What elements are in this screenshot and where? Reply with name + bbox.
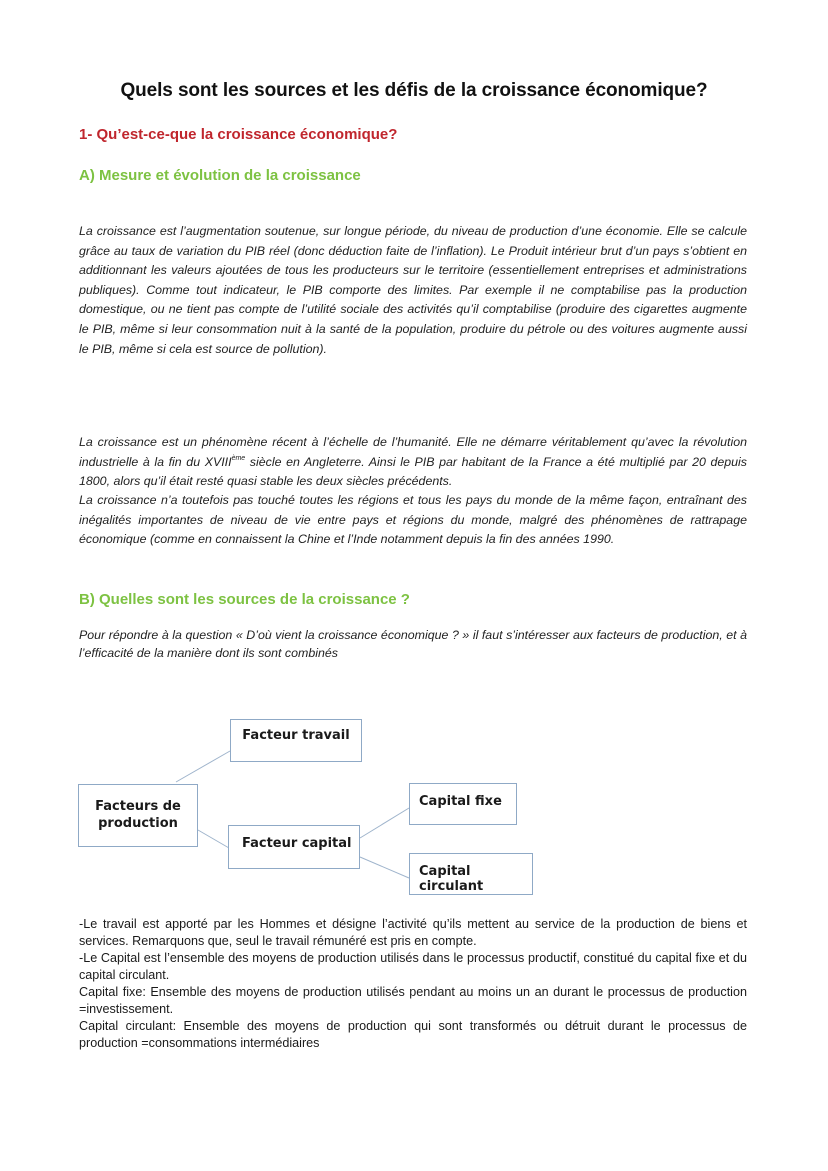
node-fixed-capital [409, 783, 517, 825]
paragraph-sources-intro: Pour répondre à la question « D’où vient la croissance économique ? » il faut s’intéresser aux facteurs de production, et à l’efficacité de la manière dont ils sont combinés [79, 628, 747, 660]
paragraph-inequalities: La croissance n’a toutefois pas touché toutes les régions et tous les pays du monde de la même façon, entraînant des inégalités importantes de niveau de vie entre pays et régions du monde, malgré des phénomènes de rattrapage économique (comme en connaissent la Chine et l’Inde notamment depuis la fin des années 1990. [79, 493, 747, 547]
node-root-line-1: Facteurs de [95, 799, 181, 814]
connector-capital-to-circulating [360, 857, 409, 878]
definition-capital: -Le Capital est l’ensemble des moyens de production utilisés dans le processus productif, constitué du capital fixe et du capital circulant. [79, 951, 747, 982]
node-capital-label: Facteur capital [242, 836, 352, 851]
century-superscript: ème [231, 454, 246, 462]
definition-fixed-capital: Capital fixe: Ensemble des moyens de production utilisés pendant au moins un an durant le processus de production =investissement. [79, 985, 747, 1016]
node-circulating-capital [409, 853, 533, 895]
section-heading-1: 1- Qu’est-ce-que la croissance économique? [79, 126, 398, 143]
connector-root-to-labour [176, 751, 230, 782]
node-capital-factor [228, 825, 360, 869]
connector-capital-to-fixed [360, 808, 409, 838]
page-title: Quels sont les sources et les défis de la croissance économique? [120, 80, 708, 101]
paragraph-history-growth [79, 433, 747, 492]
definitions-block [79, 916, 747, 1052]
connector-root-to-capital [198, 830, 229, 848]
node-factors-of-production [78, 784, 198, 847]
node-circulating-capital-label: Capital circulant [419, 864, 484, 894]
subsection-heading-a: A) Mesure et évolution de la croissance [79, 167, 361, 184]
definition-labour: -Le travail est apporté par les Hommes et désigne l’activité qu’ils mettent au service de la production de biens et services. Remarquons que, seul le travail rémunéré est pris en compte. [79, 917, 747, 948]
definition-circulating-capital: Capital circulant: Ensemble des moyens de production qui sont transformés ou détruit durant le processus de production =consommations intermédiaires [79, 1019, 747, 1050]
paragraph-history-text-1: La croissance est un phénomène récent à l’échelle de l’humanité. Elle ne démarre véritablement qu’avec la révolution industrielle à la fin du XVIII [79, 435, 747, 469]
paragraph-history-text-2: siècle en Angleterre. Ainsi le PIB par habitant de la France a été multiplié par 20 depuis 1800, alors qu’il était resté quasi stable les deux siècles précédents. [79, 454, 747, 489]
paragraph-definition-growth: La croissance est l’augmentation soutenue, sur longue période, du niveau de production d’une économie. Elle se calcule grâce au taux de variation du PIB réel (donc déduction faite de l’inflation). Le Produit intérieur brut d’un pays s’obtient en additionnant les valeurs ajoutées de tous les producteurs sur le territoire (essentiellement entreprises et administrations publiques). Comme tout indicateur, le PIB comporte des limites. Par exemple il ne comptabilise pas la production domestique, ou ne tient pas compte de l’utilité sociale des activités qu’il comptabilise (produire des cigarettes augmente le PIB, même si leur consommation nuit à la santé de la population, produire du pétrole ou des voitures augmente aussi le PIB, même si cela est source de pollution). [79, 224, 747, 356]
node-labour-factor [230, 719, 362, 762]
node-labour-label: Facteur travail [242, 728, 350, 743]
subsection-heading-b: B) Quelles sont les sources de la croissance ? [79, 591, 410, 608]
node-fixed-capital-label: Capital fixe [419, 794, 502, 809]
node-root-line-2: production [98, 816, 178, 831]
